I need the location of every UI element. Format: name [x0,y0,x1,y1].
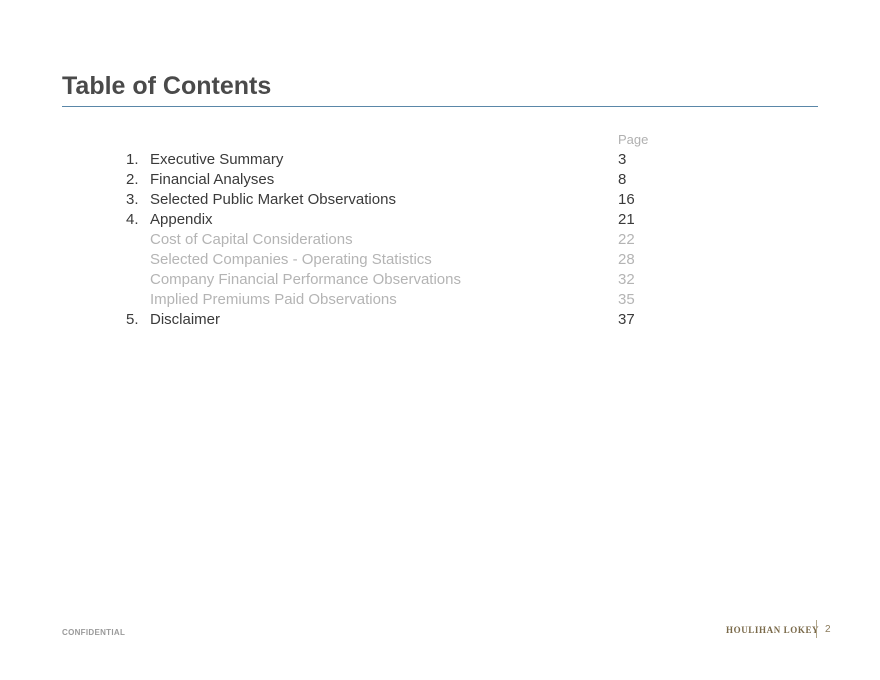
toc-item-executive-summary[interactable] [0,150,880,170]
toc-item-page: 3 [618,151,627,168]
confidential-label: CONFIDENTIAL [62,628,126,637]
toc-item-page: 37 [618,311,635,328]
toc-item-label: Executive Summary [150,151,284,168]
toc-item-number: 2. [126,171,139,188]
toc-item-appendix[interactable] [0,210,880,230]
toc-subitem-implied-premiums[interactable] [0,290,880,310]
footer-divider [816,620,817,638]
toc-item-number: 1. [126,151,139,168]
toc-subitem-page: 22 [618,231,635,248]
toc-item-public-market[interactable] [0,190,880,210]
toc-item-label: Financial Analyses [150,171,275,188]
toc-subitem-operating-statistics[interactable] [0,250,880,270]
toc-item-number: 4. [126,211,139,228]
toc-item-label: Appendix [150,211,213,228]
toc-item-number: 3. [126,191,139,208]
toc-subitem-label: Cost of Capital Considerations [150,231,353,248]
toc-subitem-cost-of-capital[interactable] [0,230,880,250]
toc-item-page: 16 [618,191,635,208]
toc-subitem-financial-performance[interactable] [0,270,880,290]
toc-item-page: 8 [618,171,627,188]
toc-item-label: Disclaimer [150,311,221,328]
toc-subitem-page: 32 [618,271,635,288]
brand-logo: HOULIHAN LOKEY [726,625,820,635]
page-title: Table of Contents [62,72,272,100]
toc-item-page: 21 [618,211,635,228]
page-number: 2 [825,624,831,635]
page-column-header: Page [618,132,649,147]
toc-subitem-label: Selected Companies - Operating Statistics [150,251,432,268]
toc-subitem-page: 35 [618,291,635,308]
toc-subitem-page: 28 [618,251,635,268]
title-rule [62,106,818,107]
toc-subitem-label: Implied Premiums Paid Observations [150,291,397,308]
toc-item-disclaimer[interactable] [0,310,880,330]
toc-subitem-label: Company Financial Performance Observations [150,271,461,288]
toc-item-label: Selected Public Market Observations [150,191,396,208]
toc-item-number: 5. [126,311,139,328]
toc-item-financial-analyses[interactable] [0,170,880,190]
